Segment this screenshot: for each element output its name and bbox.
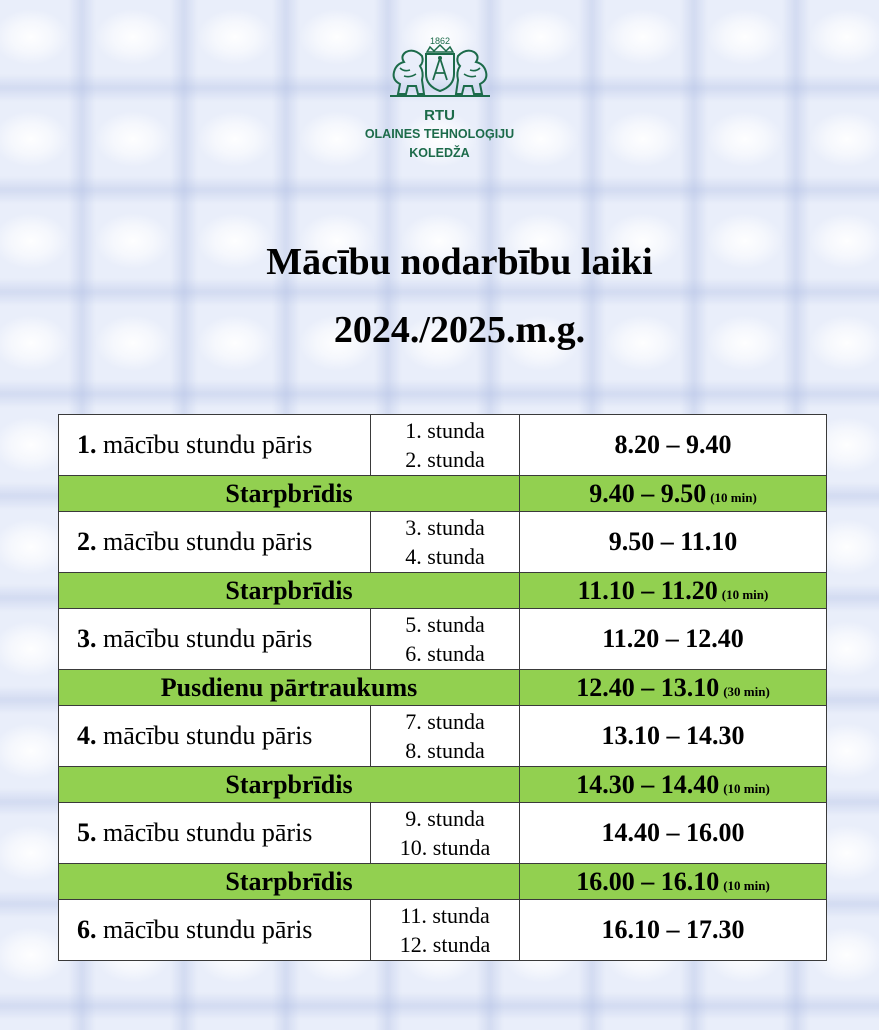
rtu-crest-icon — [380, 34, 500, 102]
pair-name — [59, 803, 371, 864]
lesson-item: 4. stunda — [405, 544, 485, 569]
pair-name — [59, 415, 371, 476]
pair-label: mācību stundu pāris — [103, 721, 313, 750]
break-label: Starpbrīdis — [59, 476, 520, 512]
break-time: 14.30 – 14.40 — [576, 769, 720, 799]
lesson-item: 11. stunda — [400, 903, 490, 928]
page-title: Mācību nodarbību laiki — [266, 241, 653, 283]
pair-time: 16.10 – 17.30 — [520, 900, 827, 961]
lessons-cell — [371, 609, 520, 670]
break-row — [59, 476, 827, 512]
break-row — [59, 573, 827, 609]
break-label: Starpbrīdis — [59, 573, 520, 609]
lesson-item: 2. stunda — [405, 447, 485, 472]
pair-number: 5. — [77, 818, 97, 847]
lesson-item: 3. stunda — [405, 515, 485, 540]
break-label: Starpbrīdis — [59, 767, 520, 803]
pair-number: 3. — [77, 624, 97, 653]
pair-label: mācību stundu pāris — [103, 624, 313, 653]
break-time-cell — [520, 767, 827, 803]
break-duration: (10 min) — [721, 586, 769, 602]
lessons-cell — [371, 512, 520, 573]
logo-year: 1862 — [429, 36, 450, 46]
break-label: Starpbrīdis — [59, 864, 520, 900]
pair-label: mācību stundu pāris — [103, 527, 313, 556]
break-duration: (10 min) — [723, 780, 770, 796]
lesson-item: 1. stunda — [405, 418, 485, 443]
pair-number: 1. — [77, 430, 97, 459]
lesson-pair-row — [59, 803, 827, 864]
schedule-table — [58, 414, 827, 961]
lesson-item: 6. stunda — [405, 641, 485, 666]
logo-text-koledza: KOLEDŽA — [409, 146, 470, 160]
lunch-break-row — [59, 670, 827, 706]
pair-number: 2. — [77, 527, 97, 556]
lessons-cell — [371, 803, 520, 864]
lesson-pair-row — [59, 609, 827, 670]
lessons-cell — [371, 706, 520, 767]
college-logo — [0, 34, 879, 163]
pair-time: 13.10 – 14.30 — [520, 706, 827, 767]
lesson-pair-row — [59, 900, 827, 961]
pair-name — [59, 512, 371, 573]
break-label: Pusdienu pārtraukums — [59, 670, 520, 706]
lesson-item: 5. stunda — [405, 612, 485, 637]
break-duration: (30 min) — [723, 683, 770, 699]
lesson-item: 8. stunda — [405, 738, 485, 763]
break-duration: (10 min) — [723, 877, 770, 893]
lesson-item: 12. stunda — [399, 932, 491, 957]
lesson-item: 7. stunda — [405, 709, 485, 734]
academic-year: 2024./2025.m.g. — [333, 309, 586, 351]
lesson-pair-row — [59, 512, 827, 573]
lesson-pair-row — [59, 706, 827, 767]
break-time-cell — [520, 573, 827, 609]
pair-number: 6. — [77, 915, 97, 944]
break-time: 12.40 – 13.10 — [576, 672, 720, 702]
pair-label: mācību stundu pāris — [103, 430, 313, 459]
pair-time: 8.20 – 9.40 — [520, 415, 827, 476]
pair-label: mācību stundu pāris — [103, 818, 313, 847]
lesson-item: 9. stunda — [405, 806, 485, 831]
break-row — [59, 864, 827, 900]
pair-name — [59, 706, 371, 767]
lessons-cell — [371, 415, 520, 476]
break-row — [59, 767, 827, 803]
pair-time: 11.20 – 12.40 — [520, 609, 827, 670]
pair-label: mācību stundu pāris — [103, 915, 313, 944]
pair-name — [59, 609, 371, 670]
logo-text-rtu: RTU — [424, 107, 455, 124]
break-time-cell — [520, 670, 827, 706]
break-time-cell — [520, 864, 827, 900]
break-time-cell — [520, 476, 827, 512]
lesson-pair-row — [59, 415, 827, 476]
lesson-item: 10. stunda — [399, 835, 491, 860]
pair-name — [59, 900, 371, 961]
pair-time: 14.40 – 16.00 — [520, 803, 827, 864]
pair-number: 4. — [77, 721, 97, 750]
lessons-cell — [371, 900, 520, 961]
break-duration: (10 min) — [710, 489, 757, 505]
pair-time: 9.50 – 11.10 — [520, 512, 827, 573]
break-time: 9.40 – 9.50 — [589, 478, 707, 508]
logo-text-college: OLAINES TEHNOLOĢIJU — [364, 127, 515, 141]
break-time: 11.10 – 11.20 — [577, 575, 718, 605]
break-time: 16.00 – 16.10 — [576, 866, 720, 896]
